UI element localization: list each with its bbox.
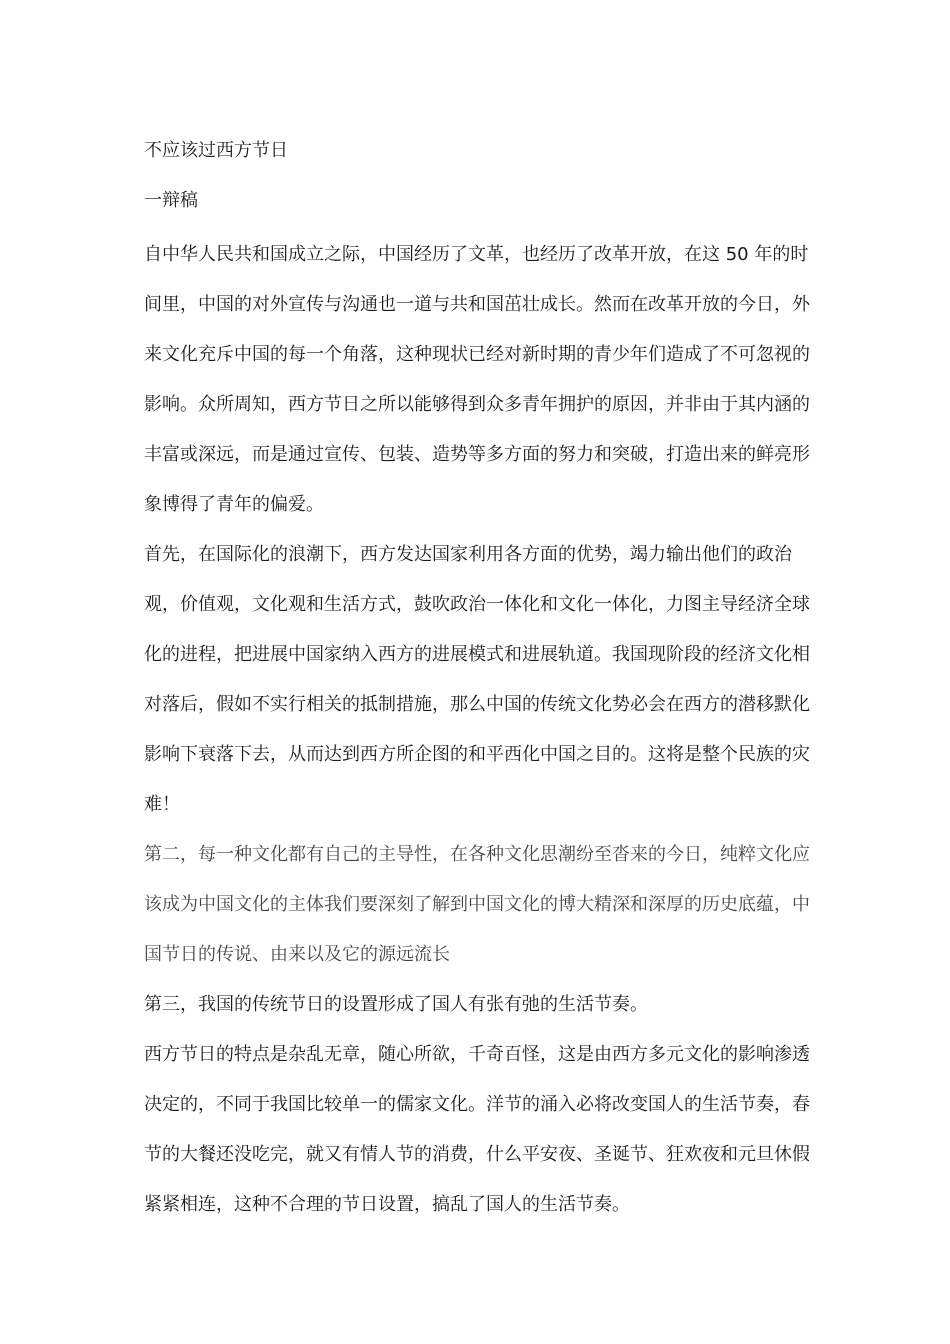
document-subtitle: 一辩稿 [144, 190, 198, 211]
paragraph-first-point: 首先，在国际化的浪潮下，西方发达国家利用各方面的优势，竭力输出他们的政治观，价值观，文化观和生活方式，鼓吹政治一体化和文化一体化，力图主导经济全球化的进程，把进展中国家纳入西方的进展模式和进展轨道。我国现阶段的经济文化相对落后，假如不实行相关的抵制措施，那么中国的传统文化势必会在西方的潜移默化影响下衰落下去，从而达到西方所企图的和平西化中国之目的。这将是整个民族的灾难！ [144, 544, 810, 815]
document-body [144, 130, 814, 1230]
paragraph-second-point: 第二，每一种文化都有自己的主导性，在各种文化思潮纷至沓来的今日，纯粹文化应该成为中国文化的主体我们要深刻了解到中国文化的博大精深和深厚的历史底蕴，中国节日的传说、由来以及它的源远流长 [144, 844, 810, 965]
paragraph-western-festivals: 西方节日的特点是杂乱无章，随心所欲，千奇百怪，这是由西方多元文化的影响渗透决定的，不同于我国比较单一的儒家文化。洋节的涌入必将改变国人的生活节奏，春节的大餐还没吃完，就又有情人节的消费，什么平安夜、圣诞节、狂欢夜和元旦休假紧紧相连，这种不合理的节日设置，搞乱了国人的生活节奏。 [144, 1044, 810, 1215]
document-title: 不应该过西方节日 [144, 140, 288, 161]
paragraph-intro: 自中华人民共和国成立之际，中国经历了文革，也经历了改革开放，在这 50 年的时间里，中国的对外宣传与沟通也一道与共和国茁壮成长。然而在改革开放的今日，外来文化充斥中国的每一个角落，这种现状已经对新时期的青少年们造成了不可忽视的影响。众所周知，西方节日之所以能够得到众多青年拥护的原因，并非由于其内涵的丰富或深远，而是通过宣传、包装、造势等多方面的努力和突破，打造出来的鲜亮形象博得了青年的偏爱。 [144, 244, 810, 515]
paragraph-third-point: 第三，我国的传统节日的设置形成了国人有张有弛的生活节奏。 [144, 994, 648, 1015]
